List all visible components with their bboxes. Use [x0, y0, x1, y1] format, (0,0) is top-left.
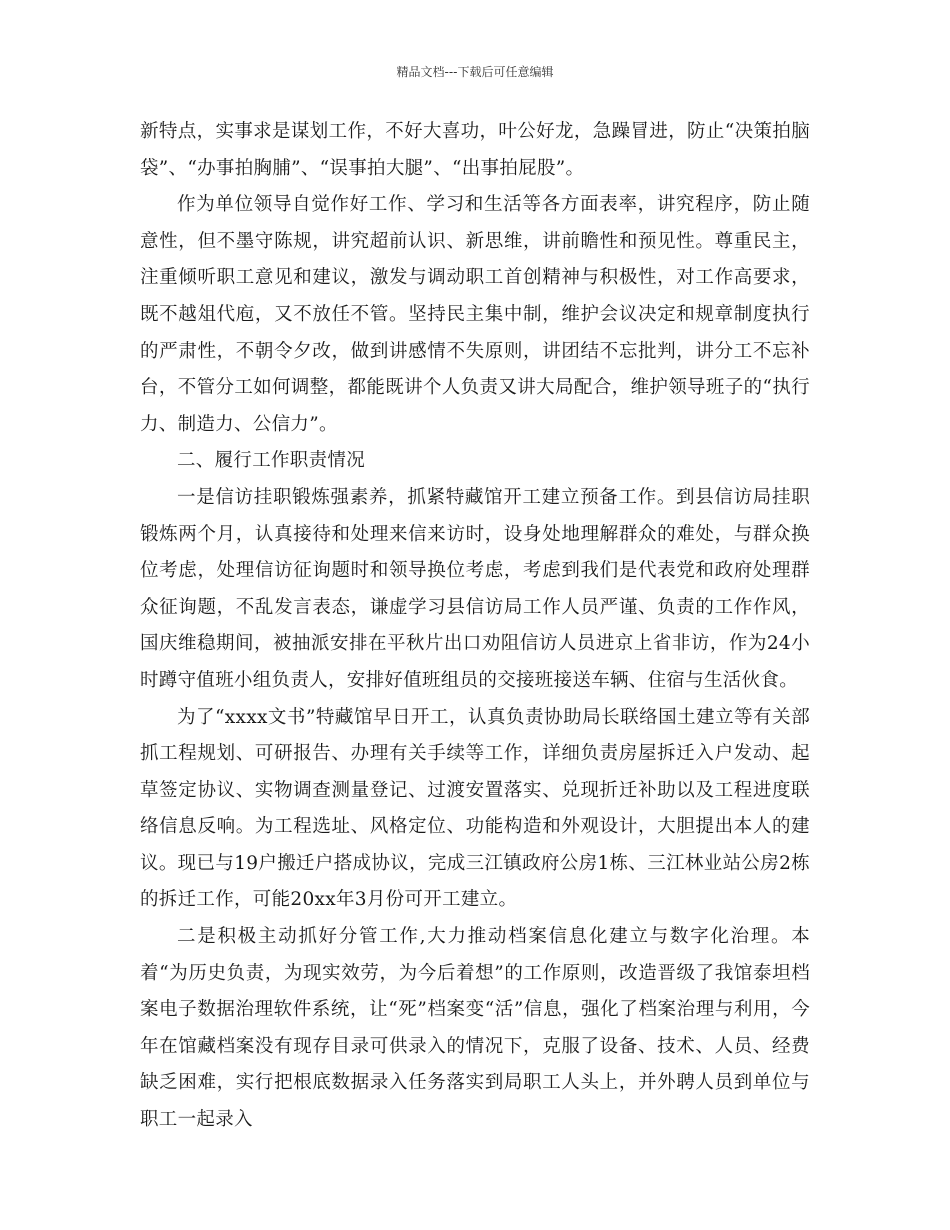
section-heading-duties: 二、履行工作职责情况 [177, 450, 366, 472]
paragraph-petition-office: 一是信访挂职锻炼强素养，抓紧特藏馆开工建立预备工作。到县信访局挂职锻炼两个月，认真接待和处理来信来访时，设身处地理解群众的难处，与群众换位考虑，处理信访征询题时和领导换位考虑，考虑到我们是代表党和政府处理群众征询题，不乱发言表态，谦虚学习县信访局工作人员严谨、负责的工作作风，国庆维稳期间，被抽派安排在平秋片出口劝阻信访人员进京上省非访，作为24小时蹲守值班小组负责人，安排好值班组员的交接班接送车辆、住宿与生活伙食。 [140, 486, 810, 691]
document-body [140, 114, 810, 1139]
paragraph-archive-digitization: 二是积极主动抓好分管工作,大力推动档案信息化建立与数字化治理。本着“为历史负责，为现实效劳，为今后着想”的工作原则，改造晋级了我馆泰坦档案电子数据治理软件系统，让“死”档案变“活”信息，强化了档案治理与利用，今年在馆藏档案没有现存目录可供录入的情况下，克服了设备、技术、人员、经费缺乏困难，实行把根底数据录入任务落实到局职工人头上，并外聘人员到单位与职工一起录入 [140, 926, 810, 1131]
paragraph-continuation: 新特点，实事求是谋划工作，不好大喜功，叶公好龙，急躁冒进，防止“决策拍脑袋”、“办事拍胸脯”、“误事拍大腿”、“出事拍屁股”。 [140, 121, 810, 179]
page-header: 精品文档---下载后可任意编辑 [396, 65, 554, 79]
paragraph-special-collection-hall: 为了“xxxx文书”特藏馆早日开工，认真负责协助局长联络国土建立等有关部抓工程规划、可研报告、办理有关手续等工作，详细负责房屋拆迁入户发动、起草签定协议、实物调查测量登记、过渡安置落实、兑现折迁补助以及工程进度联络信息反响。为工程选址、风格定位、功能构造和外观设计，大胆提出本人的建议。现已与19户搬迁户搭成协议，完成三江镇政府公房1栋、三江林业站公房2栋的拆迁工作，可能20xx年3月份可开工建立。 [140, 706, 810, 911]
paragraph-leadership-conduct: 作为单位领导自觉作好工作、学习和生活等各方面表率，讲究程序，防止随意性，但不墨守陈规，讲究超前认识、新思维，讲前瞻性和预见性。尊重民主，注重倾听职工意见和建议，激发与调动职工首创精神与积极性，对工作高要求，既不越俎代庖，又不放任不管。坚持民主集中制，维护会议决定和规章制度执行的严肃性，不朝令夕改，做到讲感情不失原则，讲团结不忘批判，讲分工不忘补台，不管分工如何调整，都能既讲个人负责又讲大局配合，维护领导班子的“执行力、制造力、公信力”。 [140, 194, 810, 435]
